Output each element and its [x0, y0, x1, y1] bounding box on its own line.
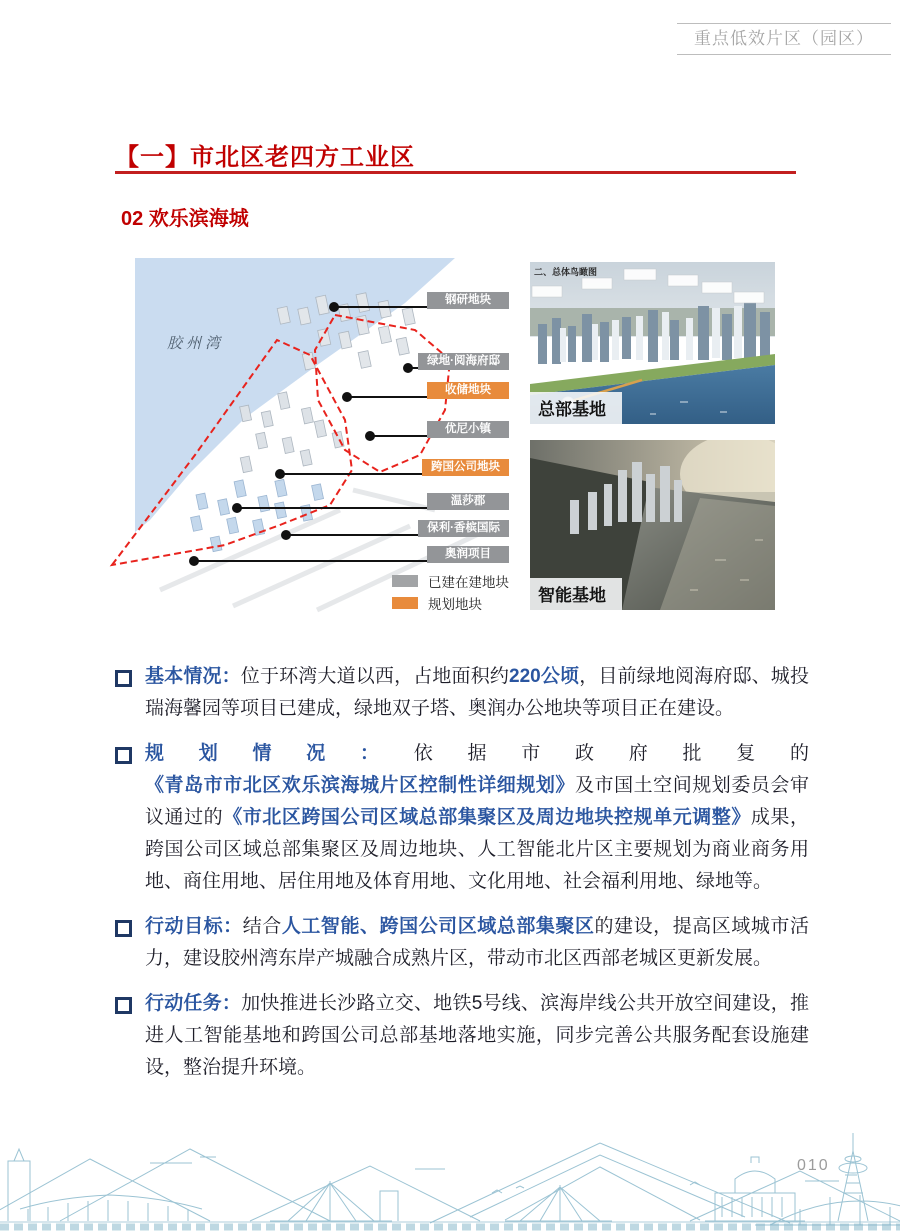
square-bullet-icon	[115, 661, 145, 725]
map-label-lvdi: 绿地·阅海府邸	[418, 353, 509, 370]
planning-map	[105, 258, 520, 615]
paragraph-basic-info	[115, 661, 809, 725]
page-number: 010	[797, 1157, 830, 1174]
legend-label: 规划地块	[428, 596, 482, 612]
map-label-youni: 优尼小镇	[427, 421, 509, 438]
paragraph-content: 规划情况：依据市政府批复的《青岛市市北区欢乐滨海城片区控制性详细规划》及市国土空间规划委员会审议通过的《市北区跨国公司区域总部集聚区及周边地块控规单元调整》成果，跨国公司区域总部集聚区及周边地块、人工智能北片区主要规划为商业商务用地、商住用地、居住用地及体育用地、文化用地、社会福利用地、绿地等。	[145, 743, 809, 892]
paragraph-content: 基本情况：位于环湾大道以西，占地面积约220公顷，目前绿地阅海府邸、城投瑞海馨园等项目已建成，绿地双子塔、奥润办公地块等项目正在建设。	[145, 666, 809, 719]
photo-column	[530, 262, 775, 610]
map-label-wensha: 温莎郡	[427, 493, 509, 510]
paragraph-content: 行动目标：结合人工智能、跨国公司区域总部集聚区的建设，提高区域城市活力，建设胶州湾东岸产城融合成熟片区，带动市北区西部老城区更新发展。	[145, 916, 809, 969]
page-header-tag: 重点低效片区（园区）	[677, 23, 891, 55]
legend-swatch-gray	[392, 575, 418, 587]
legend-swatch-orange	[392, 597, 418, 609]
water-area	[135, 258, 455, 532]
body-text	[115, 661, 809, 1097]
map-label-kuaguo: 跨国公司地块	[422, 459, 509, 476]
photo-overlay-title: 二、总体鸟瞰图	[534, 267, 598, 277]
footer-skyline-art	[0, 1121, 900, 1231]
paragraph-planning-info	[115, 738, 809, 898]
map-label-shouchu: 收储地块	[427, 382, 509, 399]
legend-label: 已建在建地块	[428, 574, 509, 590]
map-label-gangyan: 钢研地块	[427, 292, 509, 309]
buildings-lower	[185, 464, 329, 554]
paragraph-content: 行动任务：加快推进长沙路立交、地铁5号线、滨海岸线公共开放空间建设，推进人工智能基地和跨国公司总部基地落地实施，同步完善公共服务配套设施建设，整治提升环境。	[145, 993, 809, 1078]
photo-caption-headquarters: 总部基地	[530, 392, 622, 424]
square-bullet-icon	[115, 911, 145, 975]
section-title: 【一】市北区老四方工业区	[115, 144, 415, 171]
water-label-svg: 胶州湾	[167, 336, 225, 352]
map-label-baoli: 保利·香槟国际	[418, 520, 509, 537]
legend-item-planned	[392, 593, 509, 612]
photo-headquarters-base	[530, 262, 775, 424]
section-title-rule	[115, 171, 796, 174]
square-bullet-icon	[115, 738, 145, 898]
legend-item-built	[392, 571, 509, 590]
paragraph-action-goal	[115, 911, 809, 975]
map-legend	[392, 571, 509, 615]
subsection-title: 02 欢乐滨海城	[121, 208, 249, 230]
square-bullet-icon	[115, 988, 145, 1084]
paragraph-action-task	[115, 988, 809, 1084]
map-label-aorun: 奥润项目	[427, 546, 509, 563]
photo-caption-intelligence: 智能基地	[530, 578, 622, 610]
photo-intelligence-base	[530, 440, 775, 610]
